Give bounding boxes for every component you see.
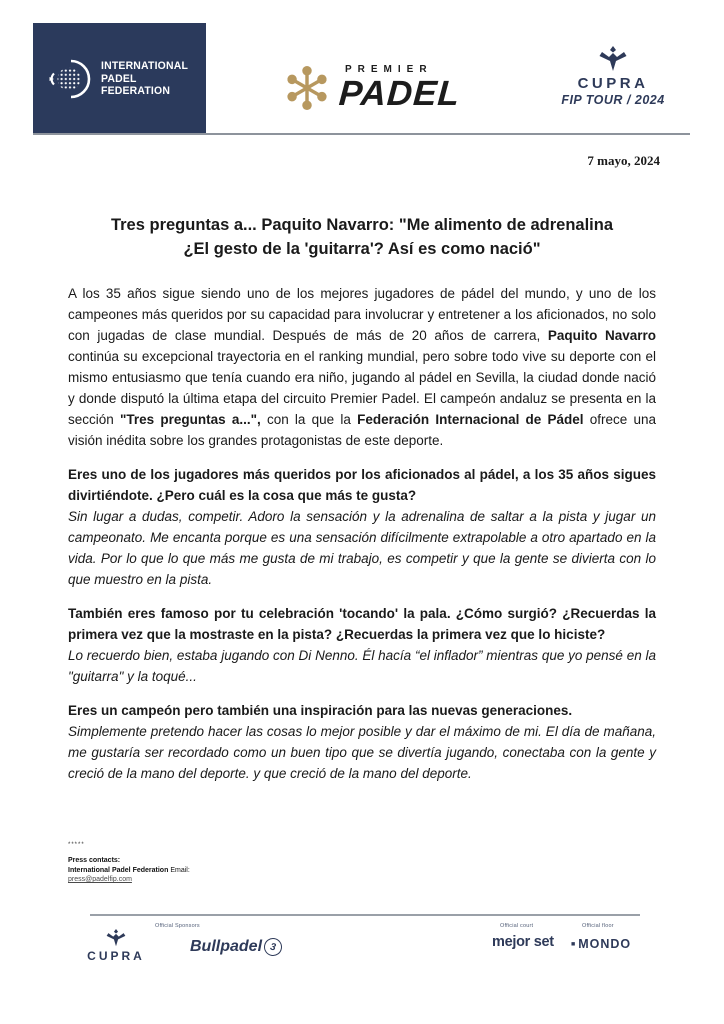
press-contacts [68, 856, 190, 885]
premier-padel-logo [283, 60, 460, 116]
article-title [40, 213, 684, 261]
document-date: 7 mayo, 2024 [587, 153, 660, 168]
question-3: Eres un campeón pero también una inspiración para las nuevas generaciones. [68, 703, 573, 718]
cupra-fip-tour-logo [560, 46, 666, 107]
premier-padel-ball-icon [283, 60, 331, 116]
article-body [68, 283, 656, 797]
mondo-sponsor-logo: ■ MONDO [571, 937, 632, 951]
answer-3: Simplemente pretendo hacer las cosas lo mejor posible y dar el máximo de mi. El día de mañana, me gustaría ser recordado como un buen tipo que se divertía jugando, conectaba con la gente y creció de la mano del deporte. y que creció de la mano del deporte. [68, 724, 656, 781]
article-title-line1: Tres preguntas a... Paquito Navarro: "Me alimento de adrenalina [110, 216, 614, 234]
answer-1: Sin lugar a dudas, competir. Adoro la sensación y la adrenalina de saltar a la pista y jugar un campeonato. Me encanta porque es una sensación difícilmente extrapolable a otro apartado en la vida. Por lo que lo que más me gusta de mi trabajo, es competir y que la gente se divierta con lo que muestro en la pista. [68, 509, 656, 587]
ipf-logo [33, 23, 206, 135]
official-sponsors-label: Official Sponsors [155, 923, 200, 929]
cupra-wordmark: CUPRA [87, 949, 145, 963]
bullpadel-sponsor-logo: Bullpadel 3 [190, 938, 282, 956]
bullpadel-circle-icon: 3 [263, 937, 284, 958]
cupra-emblem-icon [104, 929, 128, 947]
cupra-emblem-icon [597, 46, 629, 72]
mondo-square-icon: ■ [571, 940, 577, 948]
ipf-logo-text: INTERNATIONAL PADEL FEDERATION [100, 60, 188, 98]
question-2: También eres famoso por tu celebración 'tocando' la pala. ¿Cómo surgió? ¿Recuerdas la primera vez que la mostraste en la pista? ¿Recuerdas la primera vez que lo hiciste? [68, 606, 656, 642]
padel-racket-icon [47, 56, 93, 102]
footer-divider [90, 914, 640, 916]
premier-wordmark: PREMIER [345, 64, 433, 75]
press-email-link[interactable]: press@padelfip.com [68, 876, 132, 883]
official-floor-label: Official floor [582, 923, 614, 929]
cupra-sponsor-logo [84, 929, 148, 963]
cupra-wordmark: CUPRA [577, 75, 649, 92]
official-court-label: Official court [500, 923, 534, 929]
footer-separator: ***** [68, 842, 85, 848]
header-divider [33, 133, 690, 135]
answer-2: Lo recuerdo bien, estaba jugando con Di Nenno. Él hacía “el inflador” mientras que yo pensé en la "guitarra" y la toqué... [68, 648, 656, 684]
press-contacts-label: Press contacts: [68, 857, 121, 864]
fip-tour-wordmark: FIP TOUR / 2024 [561, 93, 665, 107]
intro-paragraph: A los 35 años sigue siendo uno de los mejores jugadores de pádel del mundo, y uno de los campeones más queridos por su capacidad para involucrar y entretener a los aficionados, no solo con jugadas de clase mundial. Después de más de 20 años de carrera, Paquito Navarro continúa su excepcional trayectoria en el ranking mundial, pero sobre todo vive su deporte con el mismo entusiasmo que tenía cuando era niño, jugando al pádel en Sevilla, la ciudad donde nació y donde disputó la última etapa del circuito Premier Padel. El campeón andaluz se presenta en la sección "Tres preguntas a...", con la que la Federación Internacional de Pádel ofrece una visión inédita sobre los grandes protagonistas de este deporte. [68, 286, 657, 448]
press-contacts-org: International Padel Federation Email: [68, 866, 190, 874]
question-1: Eres uno de los jugadores más queridos por los aficionados al pádel, a los 35 años sigues divirtiéndote. ¿Pero cuál es la cosa que más te gusta? [68, 467, 656, 503]
article-title-line2: ¿El gesto de la 'guitarra'? Así es como nació" [183, 240, 541, 258]
mejorset-sponsor-logo: mejor set [492, 934, 554, 950]
padel-wordmark: PADEL [337, 74, 462, 113]
